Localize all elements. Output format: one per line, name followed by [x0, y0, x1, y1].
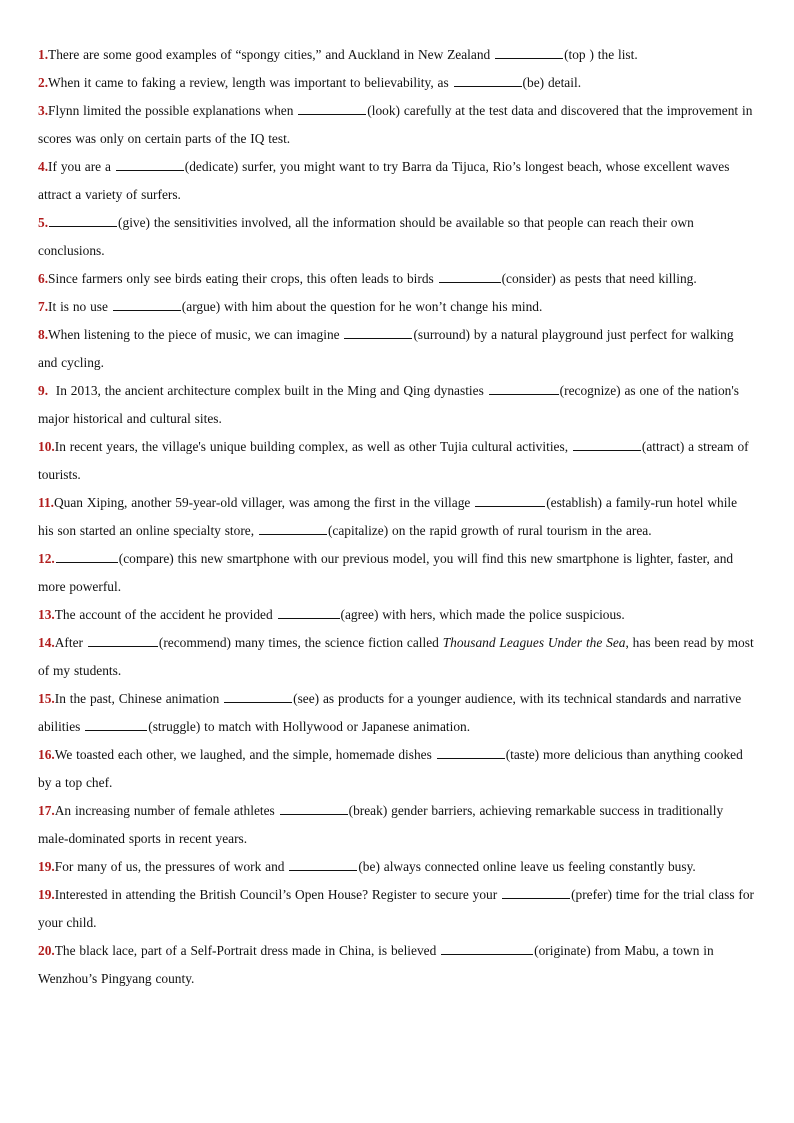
question-number: 15. — [38, 691, 55, 706]
question-18: 19.For many of us, the pressures of work and (be) always connected online leave us feeling constantly busy. — [38, 859, 696, 874]
answer-blank — [495, 46, 563, 59]
question-8: 8.When listening to the piece of music, we can imagine (surround) by a natural playground just perfect for walking and cycling. — [38, 327, 734, 370]
answer-blank — [116, 158, 184, 171]
exercise-sheet — [38, 41, 756, 993]
question-13: 13.The account of the accident he provided (agree) with hers, which made the police suspicious. — [38, 607, 625, 622]
answer-blank — [259, 522, 327, 535]
question-4: 4.If you are a (dedicate) surfer, you might want to try Barra da Tijuca, Rio’s longest beach, whose excellent waves attract a variety of surfers. — [38, 159, 730, 202]
question-3: 3.Flynn limited the possible explanations when (look) carefully at the test data and discovered that the improvement in scores was only on certain parts of the IQ test. — [38, 103, 753, 146]
question-2: 2.When it came to faking a review, length was important to believability, as (be) detail. — [38, 75, 582, 90]
answer-blank — [88, 634, 158, 647]
answer-blank — [441, 942, 533, 955]
question-6: 6.Since farmers only see birds eating their crops, this often leads to birds (consider) as pests that need killing. — [38, 271, 697, 286]
answer-blank — [278, 606, 340, 619]
question-number: 2. — [38, 75, 49, 90]
answer-blank — [344, 326, 412, 339]
question-number: 7. — [38, 299, 49, 314]
question-number: 19. — [38, 887, 55, 902]
question-10: 10.In recent years, the village's unique building complex, as well as other Tujia cultural activities, (attract) a stream of tourists. — [38, 439, 749, 482]
question-number: 20. — [38, 943, 55, 958]
question-1: 1.There are some good examples of “spongy cities,” and Auckland in New Zealand (top ) the list. — [38, 47, 638, 62]
answer-blank — [289, 858, 357, 871]
question-12: 12. (compare) this new smartphone with our previous model, you will find this new smartphone is lighter, faster, and more powerful. — [38, 551, 734, 594]
question-number: 12. — [38, 551, 55, 566]
question-17: 17.An increasing number of female athletes (break) gender barriers, achieving remarkable success in traditionally male-dominated sports in recent years. — [38, 803, 724, 846]
answer-blank — [502, 886, 570, 899]
question-5: 5. (give) the sensitivities involved, all the information should be available so that people can reach their own conclusions. — [38, 215, 694, 258]
answer-blank — [439, 270, 501, 283]
question-number: 8. — [38, 327, 49, 342]
question-15: 15.In the past, Chinese animation (see) as products for a younger audience, with its technical standards and narrative abilities (struggle) to match with Hollywood or Japanese animation. — [38, 691, 742, 734]
question-20: 20.The black lace, part of a Self-Portrait dress made in China, is believed (originate) from Mabu, a town in Wenzhou’s Pingyang county. — [38, 943, 714, 986]
answer-blank — [298, 102, 366, 115]
question-7: 7.It is no use (argue) with him about the question for he won’t change his mind. — [38, 299, 543, 314]
answer-blank — [489, 382, 559, 395]
question-number: 10. — [38, 439, 55, 454]
question-number: 16. — [38, 747, 55, 762]
answer-blank — [573, 438, 641, 451]
question-number: 6. — [38, 271, 49, 286]
answer-blank — [224, 690, 292, 703]
question-number: 14. — [38, 635, 55, 650]
question-number: 1. — [38, 47, 49, 62]
answer-blank — [49, 214, 117, 227]
question-9: 9. In 2013, the ancient architecture complex built in the Ming and Qing dynasties (recognize) as one of the nation's major historical and cultural sites. — [38, 383, 739, 426]
question-number: 9. — [38, 383, 49, 398]
book-title: Thousand Leagues Under the Sea — [442, 635, 626, 650]
question-number: 4. — [38, 159, 49, 174]
question-number: 5. — [38, 215, 49, 230]
answer-blank — [113, 298, 181, 311]
answer-blank — [56, 550, 118, 563]
question-number: 19. — [38, 859, 55, 874]
question-number: 17. — [38, 803, 55, 818]
question-11: 11.Quan Xiping, another 59-year-old villager, was among the first in the village (establish) a family-run hotel while his son started an online specialty store, (capitalize) on the rapid growth of rural tourism in the area. — [38, 495, 738, 538]
question-19: 19.Interested in attending the British Council’s Open House? Register to secure your (prefer) time for the trial class for your child. — [38, 887, 755, 930]
answer-blank — [475, 494, 545, 507]
answer-blank — [454, 74, 522, 87]
question-number: 3. — [38, 103, 49, 118]
question-number: 11. — [38, 495, 54, 510]
answer-blank — [85, 718, 147, 731]
question-16: 16.We toasted each other, we laughed, and the simple, homemade dishes (taste) more delicious than anything cooked by a top chef. — [38, 747, 743, 790]
question-number: 13. — [38, 607, 55, 622]
answer-blank — [437, 746, 505, 759]
answer-blank — [280, 802, 348, 815]
question-14: 14.After (recommend) many times, the science fiction called Thousand Leagues Under the Sea, has been read by most of my students. — [38, 635, 754, 678]
